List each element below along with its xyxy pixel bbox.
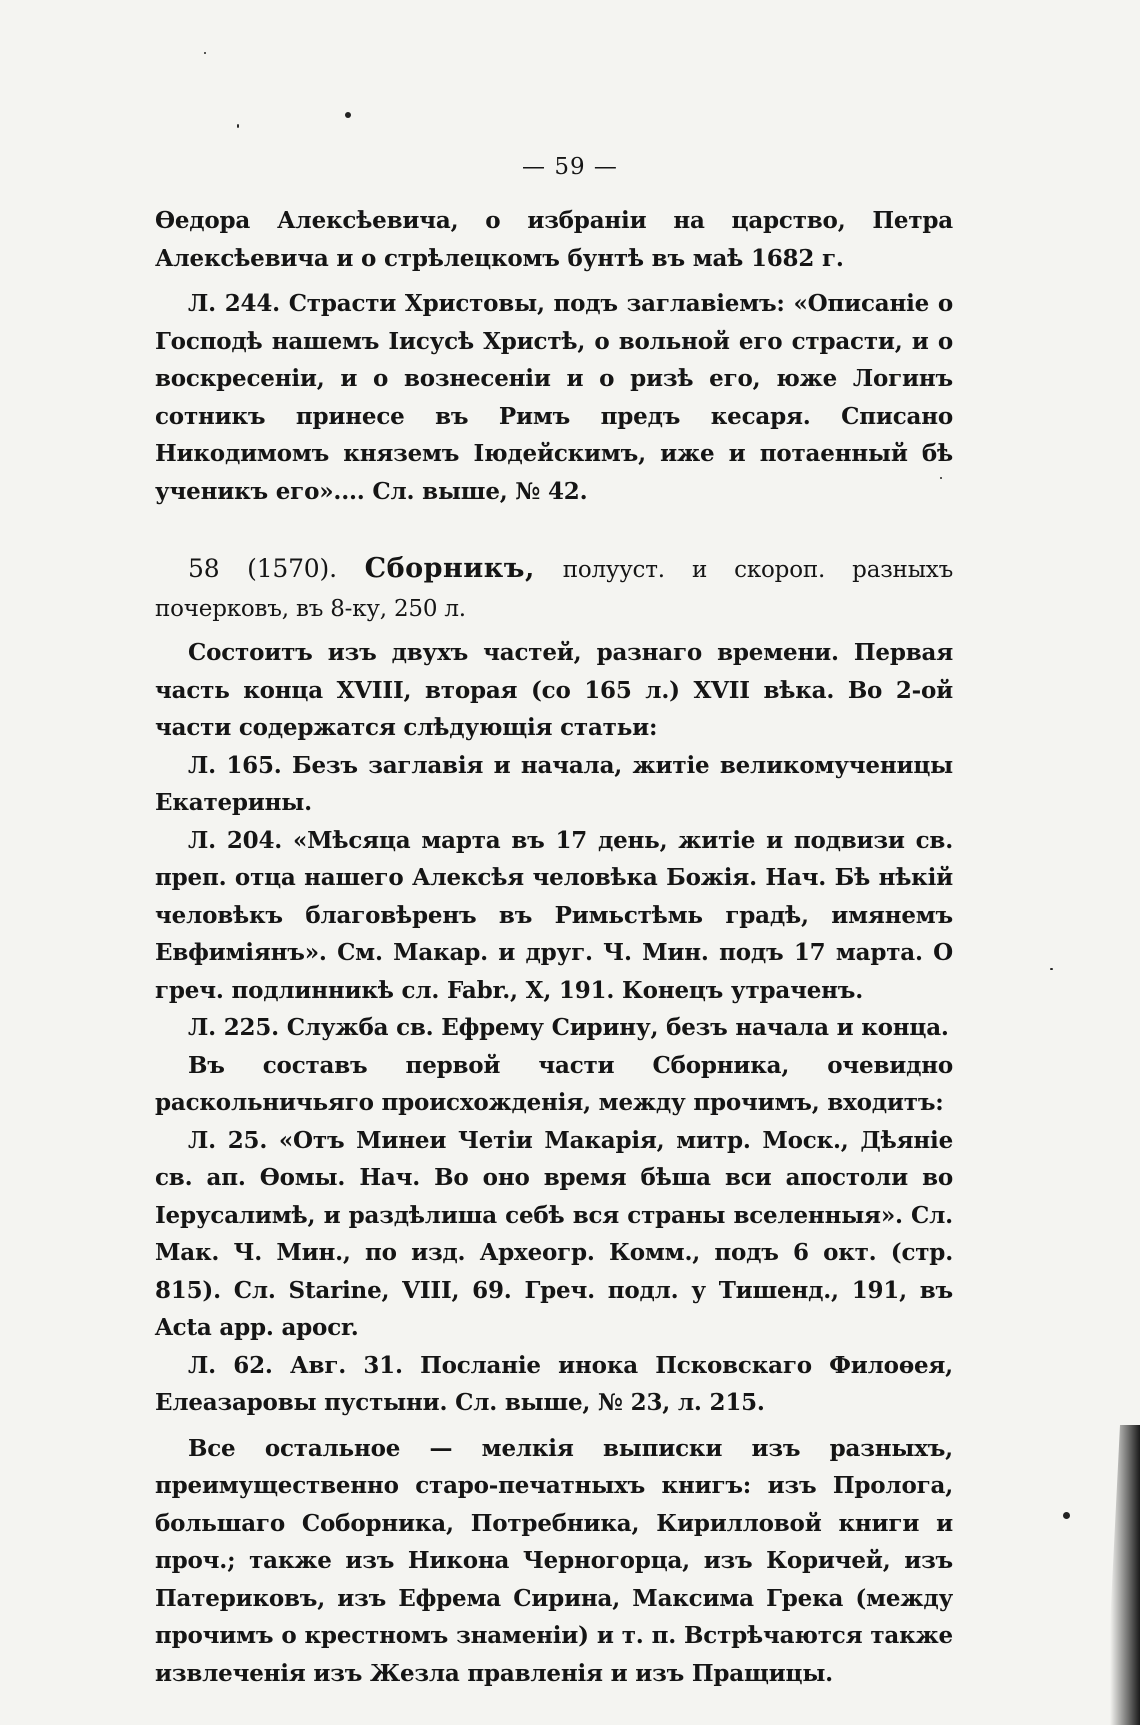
paragraph-continuation: Өедора Алексѣевича, о избраніи на царство, Петра Алексѣевича и о стрѣлецкомъ бунтѣ въ маѣ 1682 г. <box>155 207 953 272</box>
paragraph-remainder: Все остальное — мелкія выписки изъ разныхъ, преимущественно старо-печатныхъ книгъ: изъ Пролога, большаго Соборника, Потребника, Кирилловой книги и проч.; также изъ Никона Черногорца, изъ Коричей, изъ Патериковъ, изъ Ефрема Сирина, Максима Грека (между прочимъ о крестномъ знаменіи) и т. п. Встрѣчаются также извлеченія изъ Жезла правленія и изъ Пращицы. <box>155 1434 953 1687</box>
entry-title: Сборникъ, <box>364 553 535 584</box>
page-number: — 59 — <box>522 154 618 180</box>
scan-edge-shadow <box>1090 1425 1140 1725</box>
entry-description: полууст. и скороп. разныхъ почерковъ, въ 8-ку, 250 л. <box>155 557 953 622</box>
paragraph-composition: Состоитъ изъ двухъ частей, разнаго времени. Первая часть конца XVIII, вторая (со 165 л.) XVII вѣка. Во 2-ой части содержатся слѣдующія статьи: <box>155 639 953 741</box>
paragraph-l225: Л. 225. Служба св. Ефрему Сирину, безъ начала и конца. <box>188 1014 949 1041</box>
scan-speck <box>345 112 351 118</box>
paragraph-l204: Л. 204. «Мѣсяца марта въ 17 день, житіе и подвизи св. преп. отца нашего Алексѣя человѣка Божія. Нач. Бѣ нѣкій человѣкъ благовѣренъ въ Римьстѣмь градѣ, имянемъ Евфиміянъ». См. Макар. и друг. Ч. Мин. подъ 17 марта. О греч. подлинникѣ сл. Fabr., X, 191. Конецъ утраченъ. <box>155 826 953 1004</box>
paragraph-l25: Л. 25. «Отъ Минеи Четіи Макарія, митр. Моск., Дѣяніе св. ап. Өомы. Нач. Во оно время бѣша вси апостоли во Іерусалимѣ, и раздѣлиша себѣ вся страны вселенныя». Сл. Мак. Ч. Мин., по изд. Археогр. Комм., подъ 6 окт. (стр. 815). Сл. Starine, VIII, 69. Греч. подл. у Тишенд., 191, въ Acta app. apocr. <box>155 1126 953 1341</box>
body-text <box>155 202 953 1692</box>
paragraph-first-part: Въ составъ первой части Сборника, очевидно раскольничьяго происхожденія, между прочимъ, входитъ: <box>155 1051 953 1116</box>
paragraph-l244: Л. 244. Страсти Христовы, подъ заглавіемъ: «Описаніе о Господѣ нашемъ Іисусѣ Христѣ, о вольной его страсти, и о воскресеніи, и о вознесеніи и о ризѣ его, юже Логинъ сотникъ принесе въ Римъ предъ кесаря. Списано Никодимомъ княземъ Іюдейскимъ, иже и потаенный бѣ ученикъ его».... Сл. выше, № 42. <box>155 290 953 505</box>
paragraph-l62: Л. 62. Авг. 31. Посланіе инока Псковскаго Филоөея, Елеазаровы пустыни. Сл. выше, № 23, л. 215. <box>155 1351 953 1416</box>
scan-speck <box>204 52 206 54</box>
scan-speck <box>1063 1512 1070 1519</box>
catalog-entry-heading <box>155 550 953 628</box>
scan-speck <box>940 477 942 479</box>
scan-speck <box>1050 968 1053 970</box>
scan-speck <box>237 124 239 128</box>
entry-number: 58 (1570). <box>188 554 337 583</box>
paragraph-l165: Л. 165. Безъ заглавія и начала, житіе великомученицы Екатерины. <box>155 751 953 816</box>
